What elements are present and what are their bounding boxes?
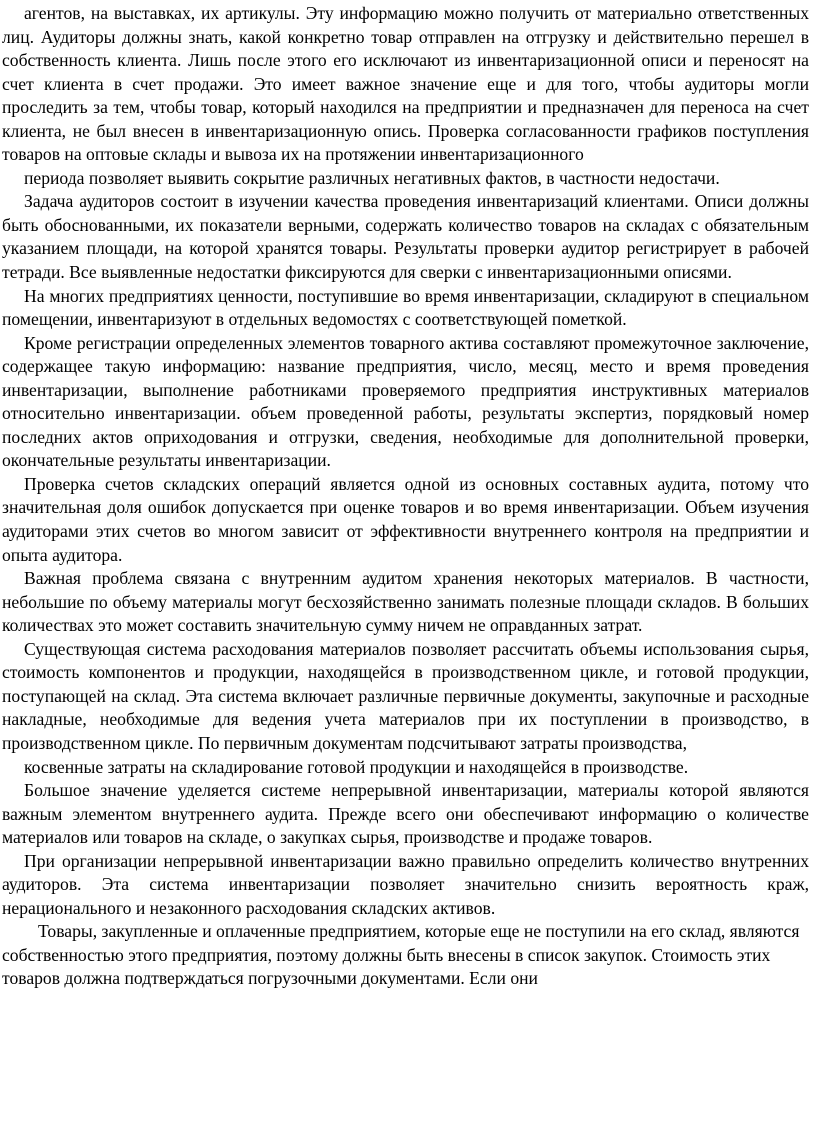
- paragraph-4: На многих предприятиях ценности, поступившие во время инвентаризации, складируют в специальном помещении, инвентаризуют в отдельных ведомостях с соответствующей пометкой.: [2, 285, 809, 330]
- paragraph-1: агентов, на выставках, их артикулы. Эту информацию можно получить от материально ответственных лиц. Аудиторы должны знать, какой конкретно товар отправлен на отгрузку и действительно перешел в собственность клиента. Лишь после этого его исключают из инвентаризационной описи и переносят на счет клиента в счет продажи. Это имеет важное значение еще и для того, чтобы аудиторы могли проследить за тем, чтобы товар, который находился на предприятии и предназначен для переноса на счет клиента, не был внесен в инвентаризационную опись. Проверка согласованности графиков поступления товаров на оптовые склады и вывоза их на протяжении инвентаризационного: [2, 3, 809, 165]
- paragraph-3: Задача аудиторов состоит в изучении качества проведения инвентаризаций клиентами. Описи должны быть обоснованными, их показатели верными, содержать количество товаров на складах с обязательным указанием площади, на которой хранятся товары. Результаты проверки аудитор регистрирует в рабочей тетради. Все выявленные недостатки фиксируются для сверки с инвентаризационными описями.: [2, 191, 809, 283]
- paragraph-5: Кроме регистрации определенных элементов товарного актива составляют промежуточное заключение, содержащее такую информацию: название предприятия, число, месяц, место и время проведения инвентаризации, выполнение работниками проверяемого предприятия инструктивных материалов относительно инвентаризации. объем проведенной работы, результаты экспертиз, порядковый номер последних актов оприходования и отгрузки, сведения, необходимые для дополнительной проверки, окончательные результаты инвентаризации.: [2, 332, 809, 471]
- paragraph-10: Большое значение уделяется системе непрерывной инвентаризации, материалы которой являются важным элементом внутреннего аудита. Прежде всего они обеспечивают информацию о количестве материалов или товаров на складе, о закупках сырья, производстве и продаже товаров.: [2, 780, 809, 848]
- paragraph-6: Проверка счетов складских операций является одной из основных составных аудита, потому что значительная доля ошибок допускается при оценке товаров и во время инвентаризации. Объем изучения аудиторами этих счетов во многом зависит от эффективности внутреннего контроля на предприятии и опыта аудитора.: [2, 473, 809, 565]
- paragraph-9: косвенные затраты на складирование готовой продукции и находящейся в производстве.: [24, 756, 689, 777]
- paragraph-12: Товары, закупленные и оплаченные предприятием, которые еще не поступили на его склад, являются собственностью этого предприятия, поэтому должны быть внесены в список закупок. Стоимость этих товаров должна подтверждаться погрузочными документами. Если они: [2, 921, 800, 989]
- paragraph-7: Важная проблема связана с внутренним аудитом хранения некоторых материалов. В частности, небольшие по объему материалы могут бесхозяйственно занимать полезные площади складов. В больших количествах это может составить значительную сумму ничем не оправданных затрат.: [2, 568, 809, 636]
- paragraph-2: периода позволяет выявить сокрытие различных негативных фактов, в частности недостачи.: [24, 167, 720, 188]
- paragraph-11: При организации непрерывной инвентаризации важно правильно определить количество внутренних аудиторов. Эта система инвентаризации позволяет значительно снизить вероятность краж, нерационального и незаконного расходования складских активов.: [2, 850, 809, 918]
- paragraph-8: Существующая система расходования материалов позволяет рассчитать объемы использования сырья, стоимость компонентов и продукции, находящейся в производственном цикле, и готовой продукции, поступающей на склад. Эта система включает различные первичные документы, закупочные и расходные накладные, необходимые для ведения учета материалов при их поступлении в производство, в производственном цикле. По первичным документам подсчитывают затраты производства,: [2, 638, 809, 753]
